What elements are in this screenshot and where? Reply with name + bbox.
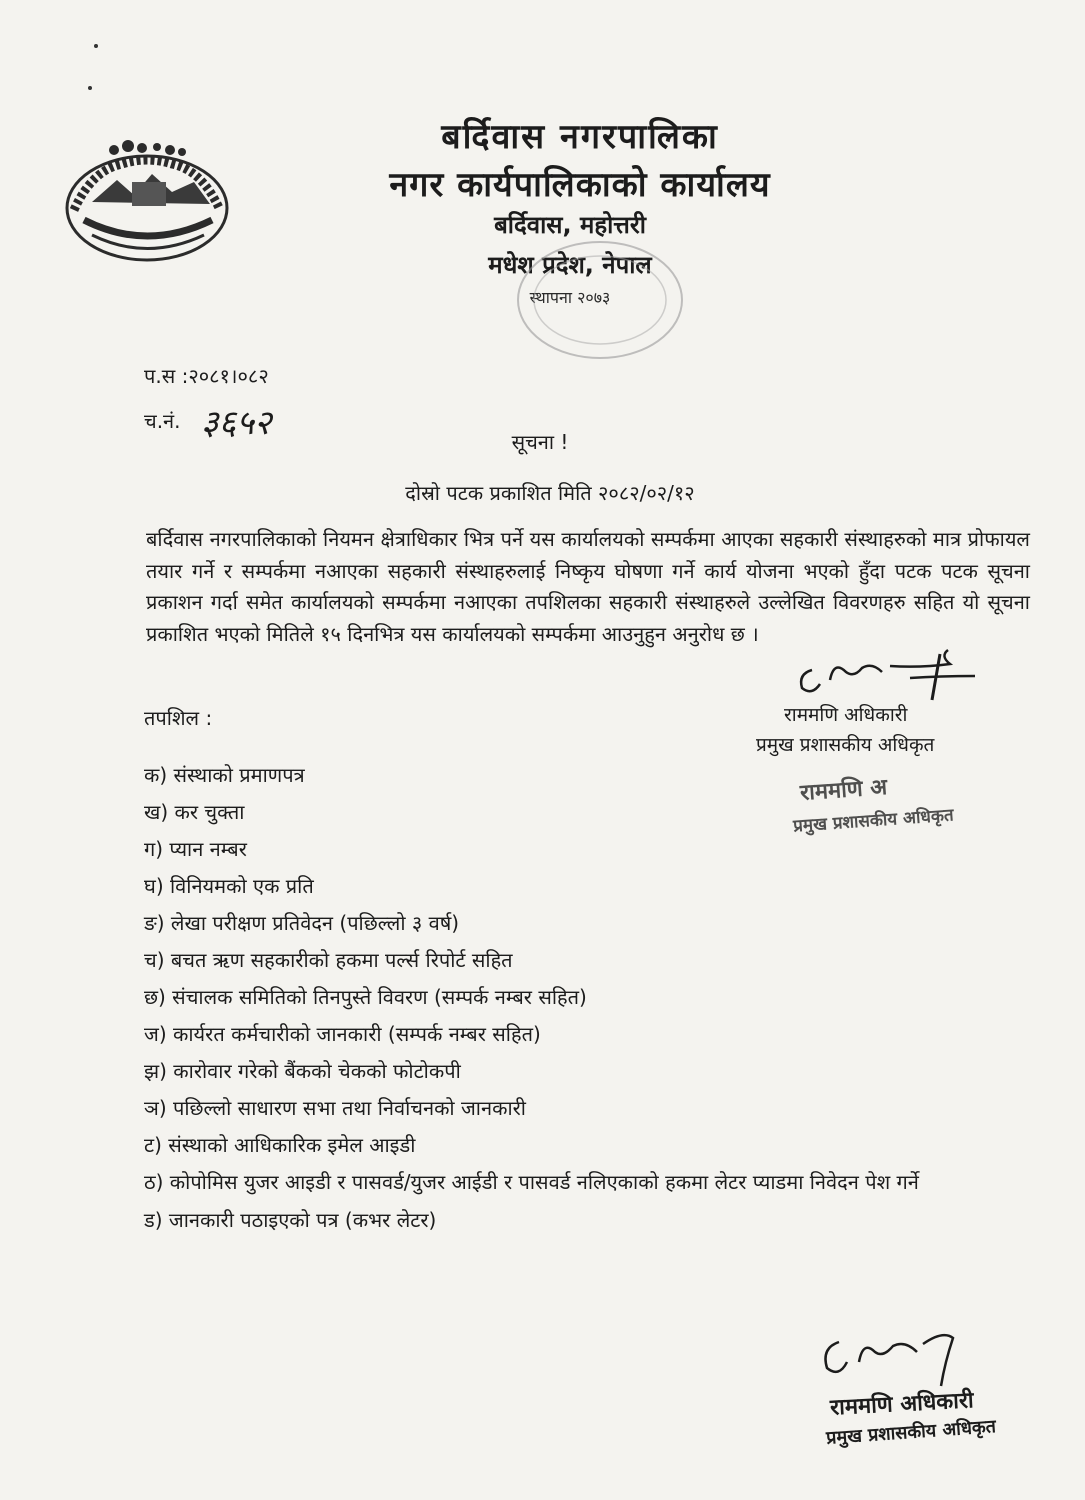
office-stamp-icon bbox=[505, 230, 695, 370]
office-address: बर्दिवास, महोत्तरी bbox=[494, 211, 646, 239]
name-stamp-text: राममणि अ bbox=[799, 774, 888, 807]
list-item: ञ) पछिल्लो साधारण सभा तथा निर्वाचनको जानकारी bbox=[144, 1096, 526, 1120]
dispatch-number-value: ३६५२ bbox=[200, 403, 272, 443]
list-heading: तपशिल : bbox=[144, 706, 213, 730]
footer-signatory-title: प्रमुख प्रशासकीय अधिकृत bbox=[825, 1416, 997, 1449]
establishment-year: स्थापना २०७३ bbox=[529, 288, 611, 307]
title-stamp-text: प्रमुख प्रशासकीय अधिकृत bbox=[792, 805, 955, 837]
list-item: क) संस्थाको प्रमाणपत्र bbox=[144, 763, 305, 787]
list-item: ग) प्यान नम्बर bbox=[144, 837, 247, 861]
signatory-title: प्रमुख प्रशासकीय अधिकृत bbox=[756, 734, 935, 756]
list-item: ट) संस्थाको आधिकारिक इमेल आइडी bbox=[144, 1133, 416, 1157]
list-item: ठ) कोपोमिस युजर आइडी र पासवर्ड/युजर आईडी र पासवर्ड नलिएकाको हकमा लेटर प्याडमा निवेदन पेश गर्ने bbox=[144, 1170, 919, 1194]
signatory-name: राममणि अधिकारी bbox=[784, 704, 908, 726]
office-province: मधेश प्रदेश, नेपाल bbox=[488, 251, 652, 279]
dispatch-number-label: च.नं. bbox=[144, 409, 181, 433]
publication-date: दोस्रो पटक प्रकाशित मिति २०८२/०२/१२ bbox=[405, 481, 695, 505]
list-item: ख) कर चुक्ता bbox=[144, 800, 245, 824]
signature-mark bbox=[815, 1322, 975, 1390]
list-item: झ) कारोवार गरेको बैंकको चेकको फोटोकपी bbox=[144, 1059, 461, 1083]
list-item: ज) कार्यरत कर्मचारीको जानकारी (सम्पर्क नम्बर सहित) bbox=[144, 1022, 541, 1046]
footer-signatory-name: राममणि अधिकारी bbox=[829, 1388, 975, 1421]
office-name: नगर कार्यपालिकाको कार्यालय bbox=[389, 165, 771, 205]
nepal-emblem-icon bbox=[62, 140, 232, 265]
list-item: ङ) लेखा परीक्षण प्रतिवेदन (पछिल्लो ३ वर्ष) bbox=[144, 911, 460, 935]
speck-mark bbox=[94, 44, 98, 48]
municipality-name: बर्दिवास नगरपालिका bbox=[441, 117, 719, 157]
list-item: ड) जानकारी पठाइएको पत्र (कभर लेटर) bbox=[144, 1208, 437, 1232]
signature-mark bbox=[790, 646, 980, 704]
list-item: च) बचत ऋण सहकारीको हकमा पर्ल्स रिपोर्ट सहित bbox=[144, 948, 513, 972]
notice-title: सूचना ! bbox=[511, 430, 569, 454]
notice-body: बर्दिवास नगरपालिकाको नियमन क्षेत्राधिकार भित्र पर्ने यस कार्यालयको सम्पर्कमा आएका सहकारी संस्थाहरुको मात्र प्रोफायल तयार गर्ने र सम्पर्कमा नआएका सहकारी संस्थाहरुलाई निष्कृय घोषणा गर्ने कार्य योजना भएको हुँदा पटक पटक सूचना प्रकाशन गर्दा समेत कार्यालयको सम्पर्कमा नआएका तपशिलका सहकारी संस्थाहरुले उल्लेखित विवरणहरु सहित यो सूचना प्रकाशित भएको मितिले १५ दिनभित्र यस कार्यालयको सम्पर्कमा आउनुहुन अनुरोध छ । bbox=[146, 527, 1030, 646]
dispatch-number-row bbox=[144, 392, 272, 443]
requirements-list bbox=[144, 757, 974, 1239]
list-item: घ) विनियमको एक प्रति bbox=[144, 874, 314, 898]
list-item: छ) संचालक समितिको तिनपुस्ते विवरण (सम्पर्क नम्बर सहित) bbox=[144, 985, 587, 1009]
speck-mark bbox=[88, 86, 92, 90]
fiscal-year-reference: प.स :२०८१।०८२ bbox=[144, 364, 269, 388]
